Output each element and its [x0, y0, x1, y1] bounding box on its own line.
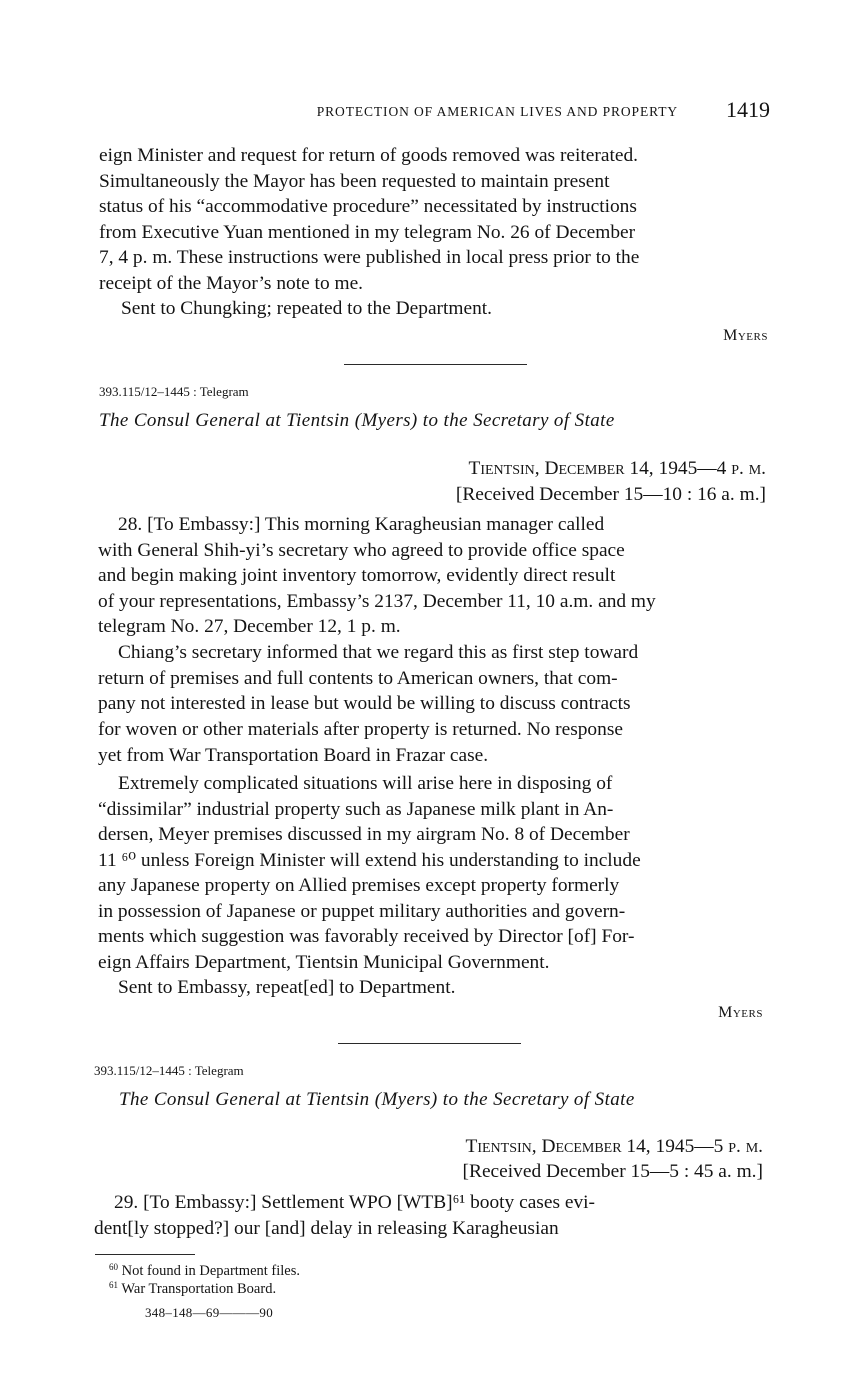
text-line: 28. [To Embassy:] This morning Karagheusian manager called [118, 514, 605, 535]
text-line: of your representations, Embassy’s 2137, December 11, 10 a.m. and my [98, 591, 656, 612]
text-line: pany not interested in lease but would be willing to discuss contracts [98, 693, 631, 714]
text-line: Simultaneously the Mayor has been requested to maintain present [99, 171, 610, 192]
text-line: Sent to Chungking; repeated to the Department. [121, 298, 493, 319]
running-head: PROTECTION OF AMERICAN LIVES AND PROPERTY [316, 104, 678, 119]
footnote-text: War Transportation Board. [121, 1281, 277, 1297]
text-line: dersen, Meyer premises discussed in my airgram No. 8 of December [98, 824, 630, 845]
text-line: 29. [To Embassy:] Settlement WPO [WTB]⁶¹ booty cases evi- [114, 1192, 595, 1213]
dateline-text: Tientsin, December 14, 1945—4 p. m. [468, 458, 766, 479]
text-line: ments which suggestion was favorably received by Director [of] For- [98, 926, 635, 947]
page-header [98, 98, 770, 124]
footnote [109, 1262, 300, 1280]
document-title: The Consul General at Tientsin (Myers) to the Secretary of State [119, 1089, 635, 1110]
text-line: telegram No. 27, December 12, 1 p. m. [98, 616, 401, 637]
received-line: [Received December 15—5 : 45 a. m.] [462, 1161, 763, 1182]
text-line: Sent to Embassy, repeat[ed] to Department. [118, 977, 456, 998]
text-line: Chiang’s secretary informed that we regard this as first step toward [118, 642, 639, 663]
footnote [109, 1280, 276, 1298]
text-line: dent[ly stopped?] our [and] delay in releasing Karagheusian [94, 1218, 559, 1239]
footnote-text: Not found in Department files. [121, 1263, 301, 1279]
text-line: for woven or other materials after property is returned. No response [98, 719, 623, 740]
footnote-mark: 60 [109, 1262, 118, 1272]
text-line: “dissimilar” industrial property such as Japanese milk plant in An- [98, 799, 614, 820]
text-line: 11 ⁶⁰ unless Foreign Minister will extend his understanding to include [98, 850, 641, 871]
footnote-divider [95, 1254, 195, 1255]
text-line: receipt of the Mayor’s note to me. [99, 273, 364, 294]
dateline-text: Tientsin, December 14, 1945—5 p. m. [465, 1136, 763, 1157]
signature: Myers [723, 327, 768, 344]
text-line: yet from War Transportation Board in Frazar case. [98, 745, 489, 766]
file-reference: 393.115/12–1445 : Telegram [99, 384, 249, 399]
text-line: eign Minister and request for return of goods removed was reiterated. [99, 145, 638, 166]
section-divider [344, 364, 527, 365]
printer-code: 348–148—69———90 [145, 1305, 273, 1320]
signature: Myers [718, 1004, 763, 1021]
received-line: [Received December 15—10 : 16 a. m.] [455, 484, 766, 505]
text-line: with General Shih-yi’s secretary who agreed to provide office space [98, 540, 625, 561]
page-number: 1419 [726, 97, 770, 122]
text-line: eign Affairs Department, Tientsin Municipal Government. [98, 952, 550, 973]
text-line: from Executive Yuan mentioned in my telegram No. 26 of December [99, 222, 636, 243]
footnote-mark: 61 [109, 1280, 118, 1290]
dateline [465, 1134, 763, 1160]
text-line: Extremely complicated situations will arise here in disposing of [118, 773, 613, 794]
text-line: status of his “accommodative procedure” necessitated by instructions [99, 196, 637, 217]
document-title: The Consul General at Tientsin (Myers) to the Secretary of State [99, 410, 615, 431]
text-line: in possession of Japanese or puppet military authorities and govern- [98, 901, 626, 922]
dateline [468, 456, 766, 482]
text-line: and begin making joint inventory tomorrow, evidently direct result [98, 565, 616, 586]
file-reference: 393.115/12–1445 : Telegram [94, 1063, 244, 1078]
text-line: return of premises and full contents to American owners, that com- [98, 668, 618, 689]
text-line: 7, 4 p. m. These instructions were published in local press prior to the [99, 247, 640, 268]
text-line: any Japanese property on Allied premises except property formerly [98, 875, 620, 896]
section-divider [338, 1043, 521, 1044]
